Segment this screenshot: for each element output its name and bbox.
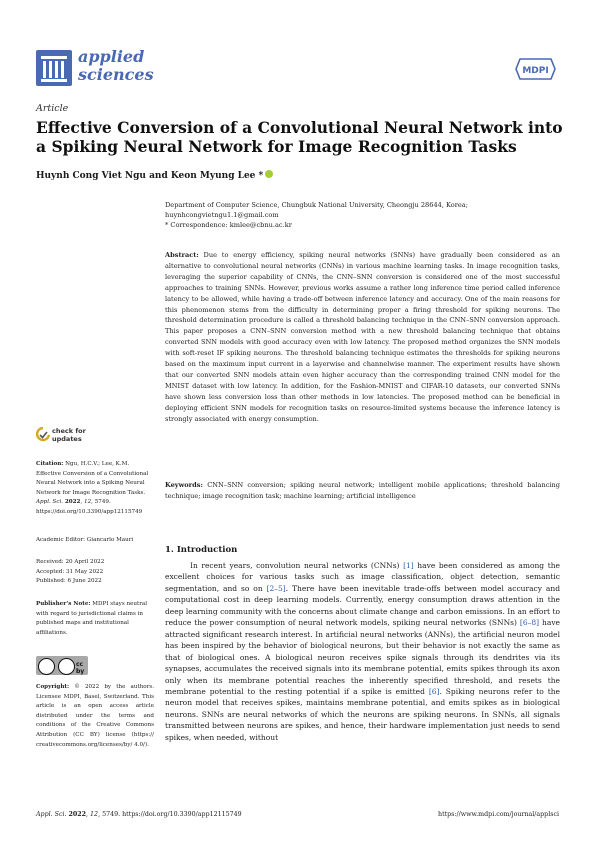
intro-text-e: . Spiking neurons refer to the neuron model that receives spikes, maintains membrane potential, and emits spikes as in biological neurons. SNNs are neural networks of which the neurons are spiking neurons. In SNNs, all signals transmitted between neurons are spikes, and hence, their hardware implementation just needs to send spikes, when needed, without — [165, 686, 560, 742]
abstract-text: Due to energy efficiency, spiking neural networks (SNNs) have gradually been considered as an alternative to convolutional neural networks (CNNs) in various machine learning tasks. In image recognition tasks, leveraging the superior capability of CNNs, the CNN–SNN conversion is considered one of the most successful approaches to training SNNs. However, previous works assume a rather long inference time period called inference latency to be allowed, while having a trade-off between inference latency and accuracy. One of the main reasons for this phenomenon stems from the difficulty in determining proper a firing threshold for spiking neurons. The threshold determination procedure is called a threshold balancing technique in the CNN–SNN conversion approach. This paper proposes a CNN–SNN conversion method with a new threshold balancing technique that obtains converted SNN models with good accuracy even with low latency. The proposed method organizes the SNN models with soft-reset IF spiking neurons. The threshold balancing technique estimates the thresholds for spiking neurons based on the maximum input current in a layerwise and channelwise manner. The experiment results have shown that our converted SNN models attain even higher accuracy than the corresponding trained CNN model for the MNIST dataset with low latency. In addition, for the Fashion-MNIST and CIFAR-10 datasets, our converted SNNs have shown less conversion loss than other methods in low latencies. The proposed method can be beneficial in deploying efficient SNN models for recognition tasks on resource-limited systems because the inference latency is strongly associated with energy consumption. — [165, 251, 560, 423]
intro-heading: 1. Introduction — [165, 545, 238, 555]
publisher-note-text: MDPI stays neutral with regard to jurisdictional claims in published maps and institutional affiliations. — [36, 601, 148, 636]
footer-year: 2022 — [68, 811, 87, 818]
citation-journal: Appl. Sci. — [36, 499, 64, 506]
published-date: Published: 6 June 2022 — [36, 578, 102, 585]
intro-text-d: have attracted significant research interest. In artificial neural networks (ANNs), the artificial neuron model has been inspired by the behavior of biological neurons, but their behavior is not exactly the same as that of biological ones. A biological neuron receives spike signals through its dendrites via its synapses, accumulates the received signals into its membrane potential, emits spikes through its axon only when its membrane potential reaches the inherently specified threshold, and resets the membrane potential to the resting potential if a spike is emitted — [165, 618, 560, 696]
citation-volume: 12 — [84, 499, 92, 506]
mdpi-logo — [515, 58, 556, 80]
article-type: Article — [36, 103, 69, 114]
cc-icon — [38, 658, 55, 675]
accepted-date: Accepted: 31 May 2022 — [36, 568, 104, 575]
keywords-text: CNN–SNN conversion; spiking neural network; intelligent mobile applications; threshold balancing technique; image recognition task; machine learning; artificial intelligence — [165, 481, 560, 500]
citation-block: Citation: Ngu, H.C.V.; Lee, K.M. Effective Conversion of a Convolutional Neural Network into a Spiking Neural Network for Image Recognition Tasks. Appl. Sci. 2022, 12, 5749. https://doi.org/10.3390/app12115749 — [36, 461, 149, 515]
affiliations — [165, 200, 565, 230]
footer-doi[interactable]: , 5749. https://doi.org/10.3390/app12115749 — [98, 811, 242, 818]
person-icon — [58, 658, 75, 675]
footer-volume: 12 — [90, 811, 99, 818]
ref-link-1[interactable]: [1] — [403, 561, 414, 570]
citation-text-b[interactable]: 5749. https://doi.org/10.3390/app12115749 — [36, 499, 143, 515]
journal-name — [78, 48, 154, 84]
authors-text: Huynh Cong Viet Ngu and Keon Myung Lee * — [36, 171, 264, 181]
publisher-note — [36, 600, 154, 638]
footer-url[interactable]: https://www.mdpi.com/journal/applsci — [438, 811, 559, 818]
ref-link-2[interactable]: [2–5] — [266, 583, 286, 593]
author-list — [36, 170, 273, 181]
copyright-block — [36, 683, 154, 750]
check-updates-line2: updates — [52, 434, 82, 443]
correspondence[interactable]: * Correspondence: kmlee@cbnu.ac.kr — [165, 221, 292, 229]
copyright-label: Copyright: — [36, 684, 70, 690]
ref-link-3[interactable]: [6–8] — [519, 618, 540, 628]
intro-text-b: have been considered as among the excellent choices for various tasks such as image classification, object detection, semantic segmentation, and so on — [165, 561, 560, 593]
received-date: Received: 20 April 2022 — [36, 559, 105, 565]
intro-text-c: . There have been inevitable trade-offs between model accuracy and computational cost in deep learning models. Currently, energy consumption draws attention in the deep learning community with the concerns about climate change and carbon emissions. In an effort to reduce the power consumption of neural network models, spiking neural networks (SNNs) — [165, 583, 560, 628]
mdpi-logo-text: MDPI — [522, 66, 549, 76]
article-title: Effective Conversion of a Convolutional Neural Network into a Spiking Neural Network for Image Recognition Tasks — [36, 118, 563, 156]
keywords-label: Keywords: — [165, 481, 203, 489]
check-updates-icon[interactable] — [36, 427, 50, 444]
academic-editor: Academic Editor: Giancarlo Mauri — [36, 537, 134, 543]
intro-text-a: In recent years, convolution neural networks (CNNs) — [190, 561, 404, 570]
journal-logo — [36, 50, 72, 86]
keywords — [165, 480, 560, 502]
ref-link-4[interactable]: [6] — [428, 686, 440, 696]
abstract — [165, 250, 560, 425]
abstract-label: Abstract: — [165, 251, 199, 259]
citation-year: 2022 — [64, 499, 81, 506]
journal-name-line2: sciences — [78, 65, 154, 84]
copyright-text: © 2022 by the authors. Licensee MDPI, Basel, Switzerland. This article is an open access article distributed under the terms and conditions of the Creative Commons Attribution (CC BY) license (https:// creativecommons.org/licenses/by/ 4.0/). — [36, 684, 155, 748]
cc-by-text: cc by — [76, 661, 85, 675]
citation-text-a: Ngu, H.C.V.; Lee, K.M. Effective Conversion of a Convolutional Neural Network into a Spiking Neural Network for Image Recognition Tasks. — [36, 461, 149, 496]
journal-name-line1: applied — [78, 47, 145, 66]
footer-journal: Appl. Sci. — [36, 811, 67, 818]
publisher-note-label: Publisher’s Note: — [36, 601, 91, 607]
check-updates-label[interactable] — [52, 428, 86, 443]
affiliation-email[interactable]: huynhcongvietngu1.1@gmail.com — [165, 211, 279, 219]
citation-label: Citation: — [36, 461, 64, 467]
intro-paragraph — [165, 560, 560, 743]
intro-body — [165, 560, 560, 743]
orcid-icon[interactable] — [265, 170, 273, 178]
footer-citation: Appl. Sci. 2022, 12, 5749. https://doi.org/10.3390/app12115749 — [36, 811, 242, 818]
dates-block — [36, 558, 154, 587]
cc-by-badge[interactable] — [36, 656, 88, 675]
check-updates-line1: check for — [52, 427, 86, 435]
affiliation-dept: Department of Computer Science, Chungbuk National University, Cheongju 28644, Korea; — [165, 201, 468, 209]
